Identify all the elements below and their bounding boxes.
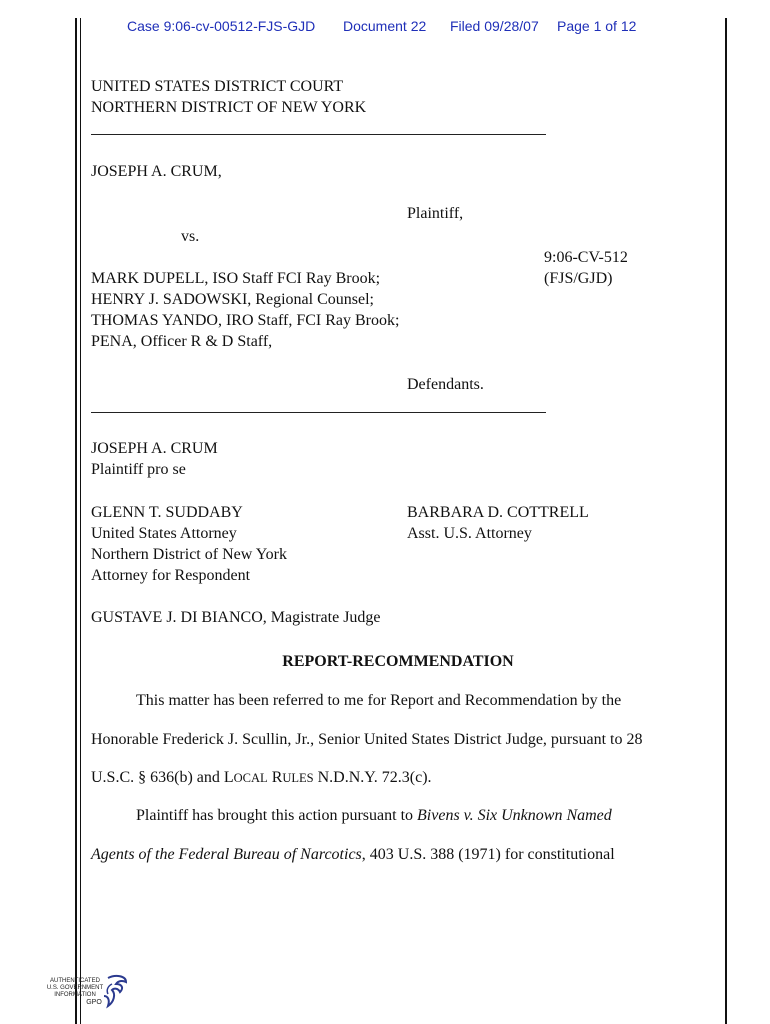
header-filed-date: Filed 09/28/07 bbox=[450, 18, 539, 34]
document-title: REPORT-RECOMMENDATION bbox=[282, 653, 514, 670]
asst-attorney-title: Asst. U.S. Attorney bbox=[407, 525, 532, 542]
seal-line: INFORMATION bbox=[54, 992, 96, 998]
us-attorney-district: Northern District of New York bbox=[91, 546, 287, 563]
us-attorney-name: GLENN T. SUDDABY bbox=[91, 504, 243, 521]
body-paragraph-1-line-2: Honorable Frederick J. Scullin, Jr., Senior United States District Judge, pursuant to 28 bbox=[91, 731, 643, 748]
gpo-authentication-seal bbox=[42, 972, 134, 1014]
left-margin-rule bbox=[75, 18, 77, 1024]
court-name: UNITED STATES DISTRICT COURT bbox=[91, 78, 344, 95]
seal-line: AUTHENTICATED bbox=[50, 978, 100, 984]
body-text-segment: R bbox=[267, 769, 283, 786]
defendants-role: Defendants. bbox=[407, 376, 484, 393]
magistrate-judge: GUSTAVE J. DI BIANCO, Magistrate Judge bbox=[91, 609, 381, 626]
plaintiff-role: Plaintiff, bbox=[407, 205, 464, 222]
court-district: NORTHERN DISTRICT OF NEW YORK bbox=[91, 99, 367, 116]
us-attorney-title: United States Attorney bbox=[91, 525, 237, 542]
header-case-number: Case 9:06-cv-00512-FJS-GJD bbox=[127, 18, 316, 34]
case-number: 9:06-CV-512 bbox=[544, 249, 628, 266]
asst-attorney-name: BARBARA D. COTTRELL bbox=[407, 504, 589, 521]
defendant-4: PENA, Officer R & D Staff, bbox=[91, 333, 273, 350]
left-margin-rule-inner bbox=[80, 18, 81, 1024]
caption-bottom-rule bbox=[91, 412, 546, 413]
defendant-2: HENRY J. SADOWSKI, Regional Counsel; bbox=[91, 291, 374, 308]
versus: vs. bbox=[181, 228, 200, 245]
us-attorney-role: Attorney for Respondent bbox=[91, 567, 251, 584]
body-paragraph-1-line-3 bbox=[91, 769, 432, 787]
case-citation-italic: Agents of the Federal Bureau of Narcotics bbox=[91, 846, 362, 863]
header-page-number: Page 1 of 12 bbox=[557, 18, 637, 34]
defendant-3: THOMAS YANDO, IRO Staff, FCI Ray Brook; bbox=[91, 312, 400, 329]
body-paragraph-1-line-1: This matter has been referred to me for Report and Recommendation by the bbox=[136, 692, 622, 709]
case-judges: (FJS/GJD) bbox=[544, 270, 613, 287]
small-caps-segment: ULES bbox=[282, 771, 314, 785]
body-paragraph-2-line-2 bbox=[91, 846, 615, 864]
body-text-segment: N.D.N.Y. 72.3(c). bbox=[313, 769, 432, 786]
header-document-number: Document 22 bbox=[343, 18, 427, 34]
seal-line: GPO bbox=[86, 999, 102, 1006]
defendant-1: MARK DUPELL, ISO Staff FCI Ray Brook; bbox=[91, 270, 381, 287]
caption-top-rule bbox=[91, 134, 546, 135]
eagle-logo-icon bbox=[42, 972, 134, 1014]
seal-line: U.S. GOVERNMENT bbox=[46, 985, 104, 991]
right-margin-rule bbox=[725, 18, 727, 1024]
case-citation-italic: Bivens v. Six Unknown Named bbox=[417, 807, 612, 824]
plaintiff-appearance-name: JOSEPH A. CRUM bbox=[91, 440, 218, 457]
plaintiff-name: JOSEPH A. CRUM, bbox=[91, 163, 222, 180]
body-paragraph-2-line-1 bbox=[136, 807, 612, 825]
body-text-segment: Plaintiff has brought this action pursuant to bbox=[136, 807, 418, 824]
small-caps-segment: OCAL bbox=[233, 771, 268, 785]
plaintiff-appearance-role: Plaintiff pro se bbox=[91, 461, 186, 478]
body-text-segment: , 403 U.S. 388 (1971) for constitutional bbox=[361, 846, 615, 863]
body-text-segment: U.S.C. § 636(b) and L bbox=[91, 769, 234, 786]
